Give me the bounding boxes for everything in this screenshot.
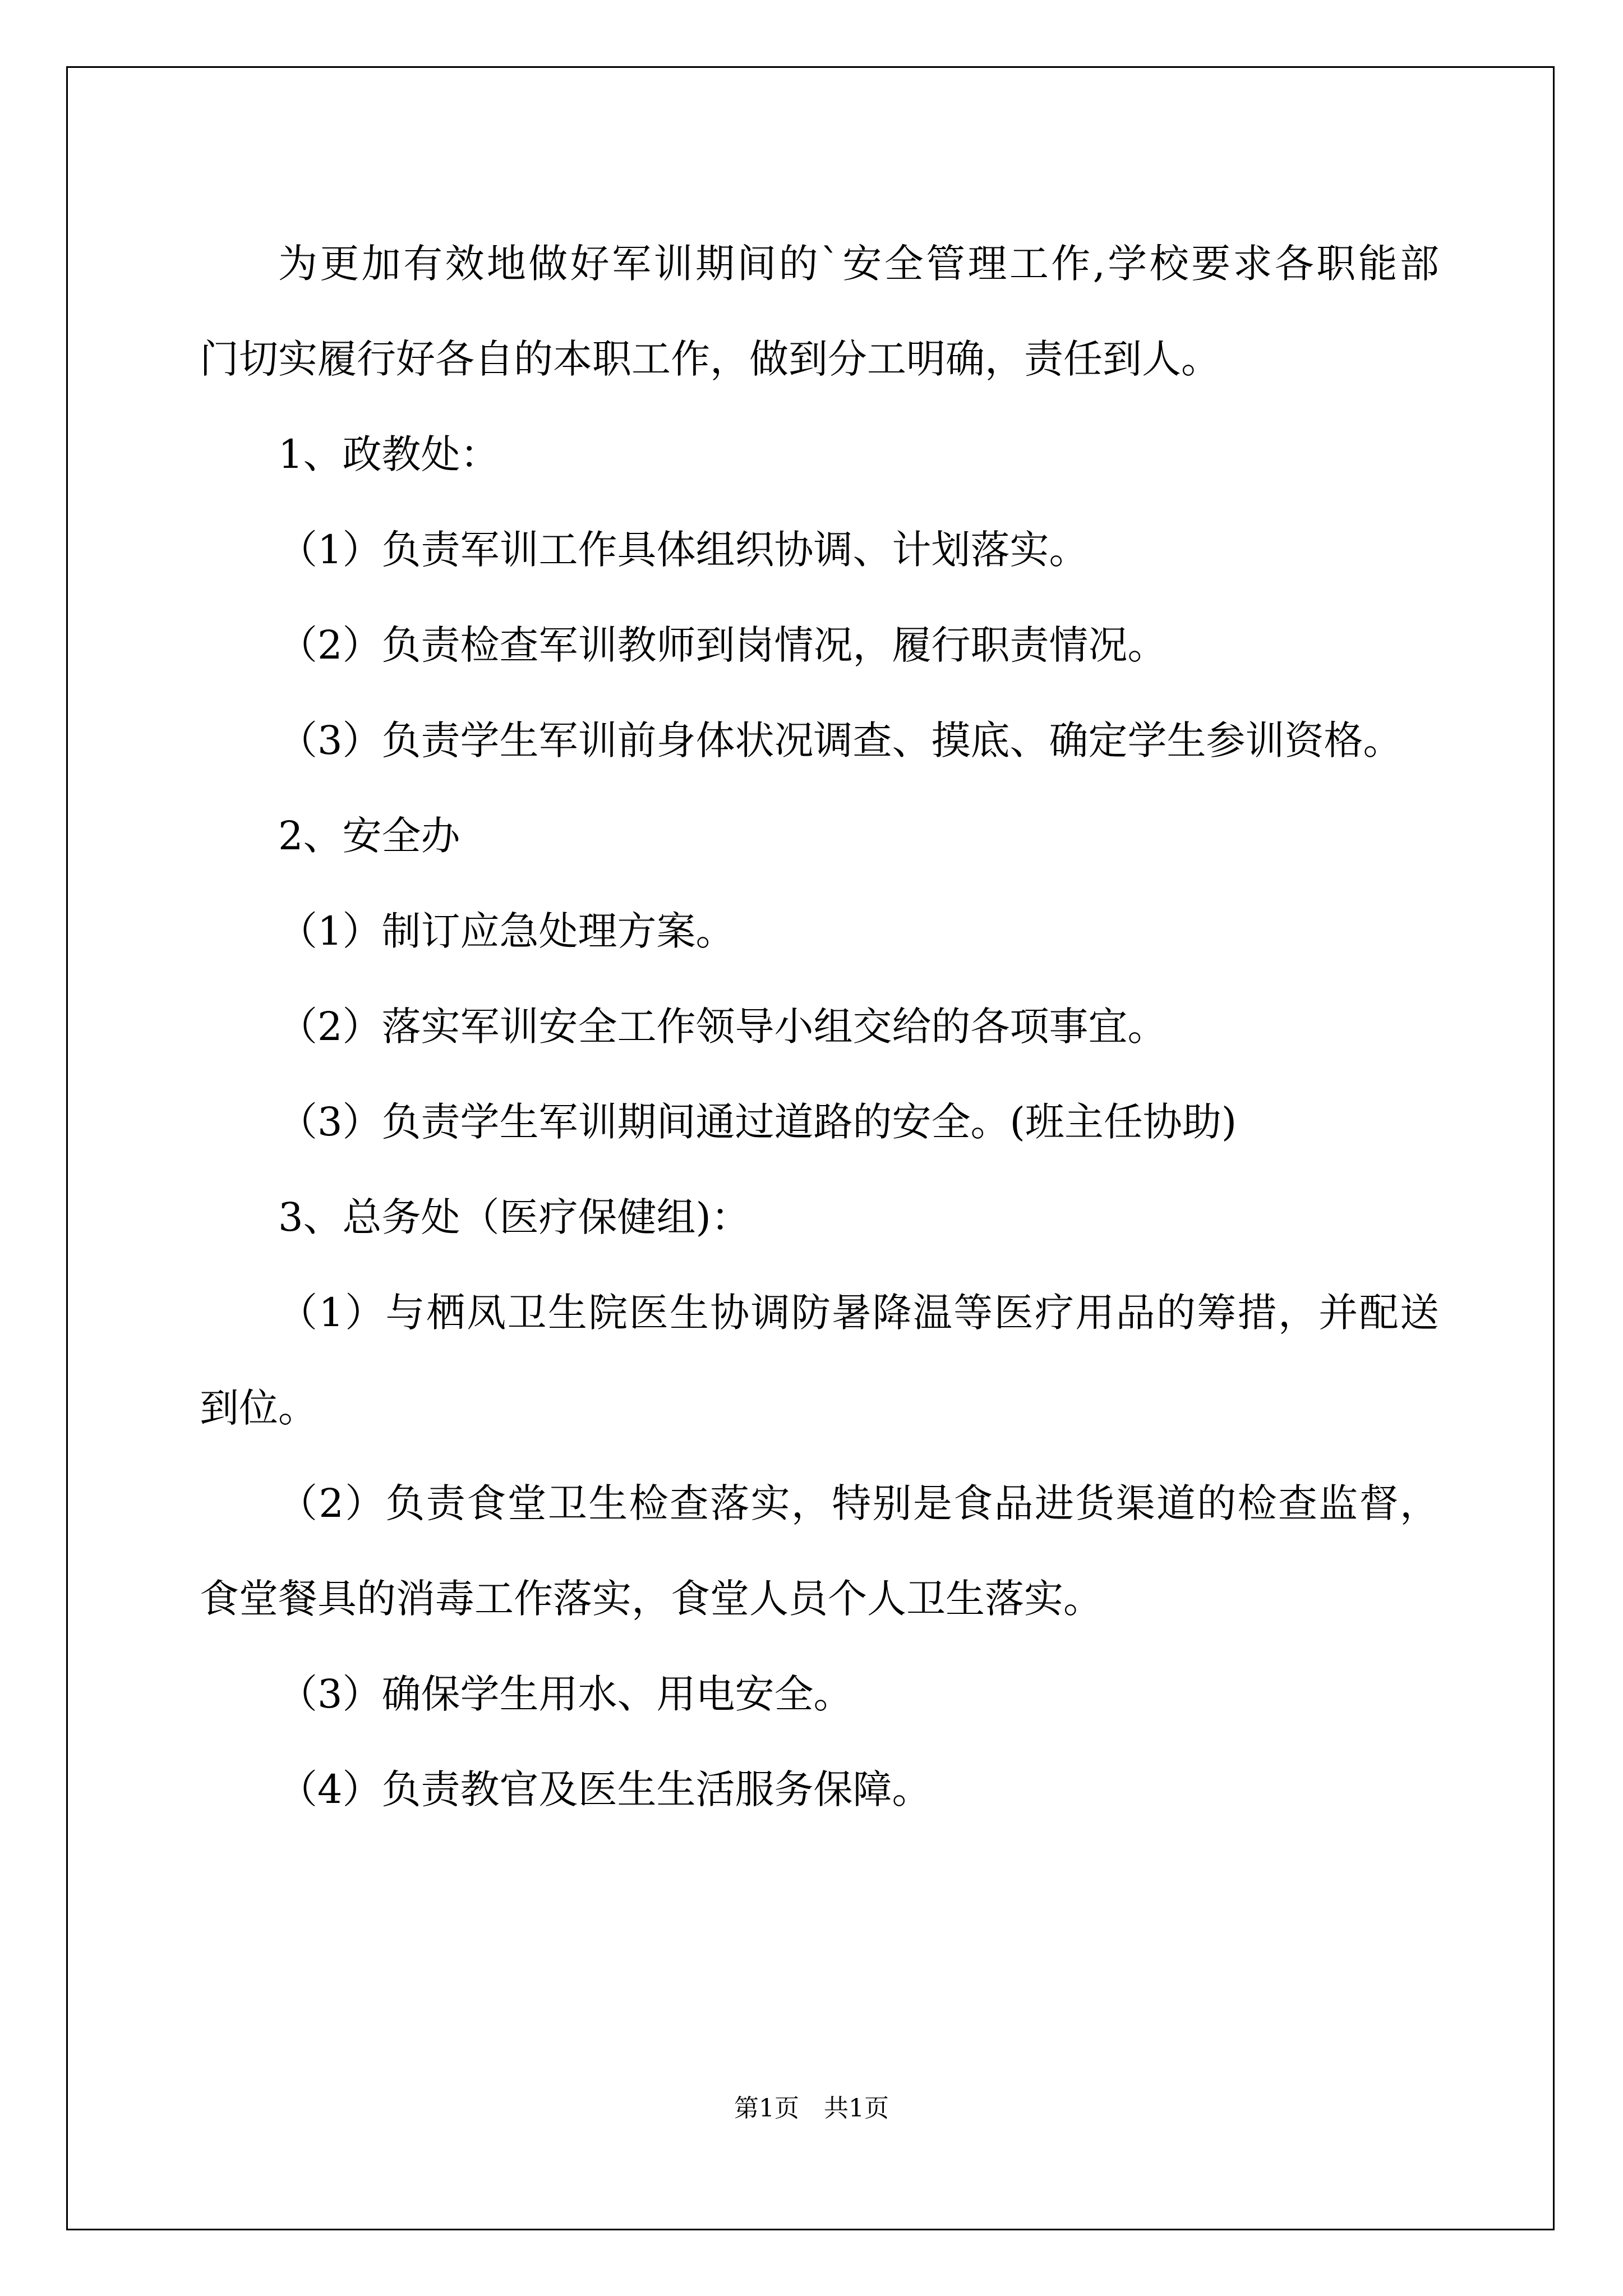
list-item-continuation: 食堂餐具的消毒工作落实，食堂人员个人卫生落实。 [200, 1576, 1103, 1622]
page-footer: 第1页 共1页 [734, 2094, 889, 2123]
list-item: （3）负责学生军训期间通过道路的安全。(班主任协助) [278, 1099, 1237, 1145]
list-item: （1）与栖凤卫生院医生协调防暑降温等医疗用品的筹措，并配送 [278, 1290, 1439, 1336]
list-item: （1）负责军训工作具体组织协调、计划落实。 [278, 527, 1089, 573]
list-item-continuation: 到位。 [200, 1385, 317, 1431]
list-item: （1）制订应急处理方案。 [278, 908, 735, 954]
list-item: （2）负责食堂卫生检查落实，特别是食品进货渠道的检查监督， [278, 1480, 1439, 1526]
list-item: （3）负责学生军训前身体状况调查、摸底、确定学生参训资格。 [278, 717, 1403, 763]
paragraph-intro-line-2: 门切实履行好各自的本职工作，做到分工明确，责任到人。 [200, 336, 1220, 382]
section-heading-safety-office: 2、安全办 [278, 813, 460, 859]
section-heading-general-affairs: 3、总务处（医疗保健组)： [278, 1194, 750, 1240]
list-item: （4）负责教官及医生生活服务保障。 [278, 1766, 932, 1812]
section-heading-political-office: 1、政教处： [278, 431, 500, 477]
list-item: （3）确保学生用水、用电安全。 [278, 1671, 853, 1717]
paragraph-intro-line-1: 为更加有效地做好军训期间的`安全管理工作,学校要求各职能部 [278, 241, 1439, 287]
list-item: （2）负责检查军训教师到岗情况，履行职责情况。 [278, 622, 1167, 668]
list-item: （2）落实军训安全工作领导小组交给的各项事宜。 [278, 1004, 1167, 1050]
